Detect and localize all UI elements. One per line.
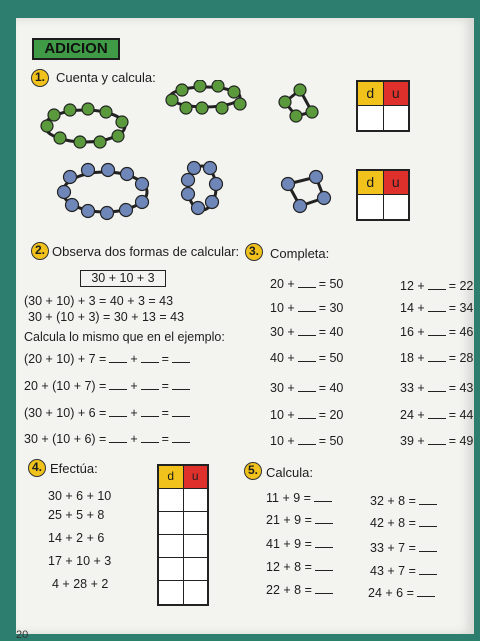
bead-string-green-9	[166, 80, 246, 114]
answer-blank[interactable]	[172, 351, 190, 363]
exercise-row: (30 + 10) + 6 = + =	[24, 405, 193, 420]
tens-header: d	[358, 171, 384, 195]
tens-header: d	[159, 466, 184, 489]
answer-blank[interactable]	[109, 378, 127, 390]
answer-blank[interactable]	[419, 493, 437, 505]
answer-cell[interactable]	[159, 489, 184, 512]
section-1-number: 1.	[31, 69, 49, 87]
sum-exercise: 4 + 28 + 2	[52, 577, 109, 591]
tens-units-table-2	[356, 169, 410, 221]
units-header: u	[184, 466, 208, 489]
calc-row-right: 24 + 6 =	[368, 585, 438, 600]
answer-blank[interactable]	[172, 431, 190, 443]
answer-cell[interactable]	[184, 581, 208, 604]
answer-blank[interactable]	[141, 405, 159, 417]
answer-blank[interactable]	[419, 540, 437, 552]
answer-blank[interactable]	[109, 405, 127, 417]
calc-row-right: 33 + 7 =	[370, 540, 440, 555]
calc-row-right: 32 + 8 =	[370, 493, 440, 508]
answer-blank[interactable]	[141, 378, 159, 390]
bead-string-blue-11	[58, 164, 149, 220]
units-answer-cell[interactable]	[384, 195, 409, 219]
section-4-title: Efectúa:	[50, 461, 98, 476]
answer-blank[interactable]	[315, 582, 333, 594]
section-5-number: 5.	[244, 462, 262, 480]
sum-exercise: 14 + 2 + 6	[48, 531, 105, 545]
answer-blank[interactable]	[298, 276, 316, 288]
complete-row-left: 30 + = 40	[270, 325, 344, 339]
calc-row-left: 11 + 9 =	[266, 490, 335, 505]
exercise-row: 20 + (10 + 7) = + =	[24, 378, 193, 393]
complete-row-right: 33 + = 43	[400, 381, 474, 395]
answer-cell[interactable]	[184, 512, 208, 535]
example-line-2: 30 + (10 + 3) = 30 + 13 = 43	[28, 310, 185, 324]
calc-row-left: 22 + 8 =	[266, 582, 336, 597]
answer-cell[interactable]	[159, 581, 184, 604]
answer-cell[interactable]	[184, 535, 208, 558]
complete-row-left: 40 + = 50	[270, 351, 344, 365]
example-line-1: (30 + 10) + 3 = 40 + 3 = 43	[24, 294, 174, 308]
answer-blank[interactable]	[298, 324, 316, 336]
answer-blank[interactable]	[315, 536, 333, 548]
sum-exercise: 30 + 6 + 10	[48, 489, 112, 503]
complete-row-right: 16 + = 46	[400, 325, 474, 339]
answer-blank[interactable]	[298, 433, 316, 445]
answer-blank[interactable]	[428, 350, 446, 362]
answer-blank[interactable]	[417, 585, 435, 597]
bead-string-blue-4	[282, 171, 331, 213]
answer-blank[interactable]	[172, 405, 190, 417]
answer-blank[interactable]	[428, 380, 446, 392]
section-3-number: 3.	[245, 243, 263, 261]
bead-string-green-4	[279, 84, 318, 122]
exercise-row: 30 + (10 + 6) = + =	[24, 431, 193, 446]
answer-blank[interactable]	[315, 559, 333, 571]
answer-blank[interactable]	[428, 407, 446, 419]
complete-row-right: 14 + = 34	[400, 301, 474, 315]
answer-blank[interactable]	[109, 431, 127, 443]
example-expression-box: 30 + 10 + 3	[80, 270, 166, 287]
units-header: u	[384, 82, 409, 106]
complete-row-left: 10 + = 20	[270, 408, 344, 422]
units-answer-cell[interactable]	[384, 106, 409, 130]
answer-blank[interactable]	[428, 433, 446, 445]
answer-blank[interactable]	[419, 563, 437, 575]
tens-answer-cell[interactable]	[358, 195, 384, 219]
calc-row-left: 12 + 8 =	[266, 559, 336, 574]
sum-exercise: 17 + 10 + 3	[48, 554, 112, 568]
calc-row-left: 41 + 9 =	[266, 536, 336, 551]
units-header: u	[384, 171, 409, 195]
answer-blank[interactable]	[141, 431, 159, 443]
answer-blank[interactable]	[419, 515, 437, 527]
section-1-title: Cuenta y calcula:	[56, 70, 156, 85]
answer-cell[interactable]	[184, 558, 208, 581]
answer-blank[interactable]	[428, 324, 446, 336]
section-5-title: Calcula:	[266, 465, 313, 480]
answer-cell[interactable]	[159, 512, 184, 535]
tens-header: d	[358, 82, 384, 106]
complete-row-right: 12 + = 22	[400, 279, 474, 293]
answer-blank[interactable]	[109, 351, 127, 363]
page-title: ADICION	[32, 38, 120, 60]
bead-strings-illustration	[30, 80, 350, 230]
answer-blank[interactable]	[315, 512, 333, 524]
bead-string-green-10	[41, 103, 128, 148]
complete-row-right: 18 + = 28	[400, 351, 474, 365]
sum-exercise: 25 + 5 + 8	[48, 508, 105, 522]
answer-blank[interactable]	[298, 300, 316, 312]
answer-blank[interactable]	[314, 490, 332, 502]
calc-row-right: 42 + 8 =	[370, 515, 440, 530]
tens-units-table-1	[356, 80, 410, 132]
section-3-title: Completa:	[270, 246, 330, 261]
calc-row-left: 21 + 9 =	[266, 512, 336, 527]
complete-row-right: 24 + = 44	[400, 408, 474, 422]
section-2-number: 2.	[31, 242, 49, 260]
page-number: 20	[16, 629, 29, 641]
answer-blank[interactable]	[298, 380, 316, 392]
answer-blank[interactable]	[298, 350, 316, 362]
complete-row-right: 39 + = 49	[400, 434, 474, 448]
answer-blank[interactable]	[298, 407, 316, 419]
answer-cell[interactable]	[159, 535, 184, 558]
complete-row-left: 10 + = 30	[270, 301, 344, 315]
answer-cell[interactable]	[159, 558, 184, 581]
exercise-row: (20 + 10) + 7 = + =	[24, 351, 193, 366]
answer-cell[interactable]	[184, 489, 208, 512]
complete-row-left: 10 + = 50	[270, 434, 344, 448]
complete-row-left: 30 + = 40	[270, 381, 344, 395]
answer-blank[interactable]	[141, 351, 159, 363]
calc-row-right: 43 + 7 =	[370, 563, 440, 578]
answer-blank[interactable]	[172, 378, 190, 390]
complete-row-left: 20 + = 50	[270, 277, 344, 291]
section-2-title: Observa dos formas de calcular:	[52, 244, 240, 259]
instruction-text: Calcula lo mismo que en el ejemplo:	[24, 330, 225, 344]
tens-units-work-table	[157, 464, 209, 606]
answer-blank[interactable]	[428, 278, 446, 290]
section-4-number: 4.	[28, 459, 46, 477]
tens-answer-cell[interactable]	[358, 106, 384, 130]
bead-string-blue-7	[182, 162, 223, 215]
answer-blank[interactable]	[428, 300, 446, 312]
